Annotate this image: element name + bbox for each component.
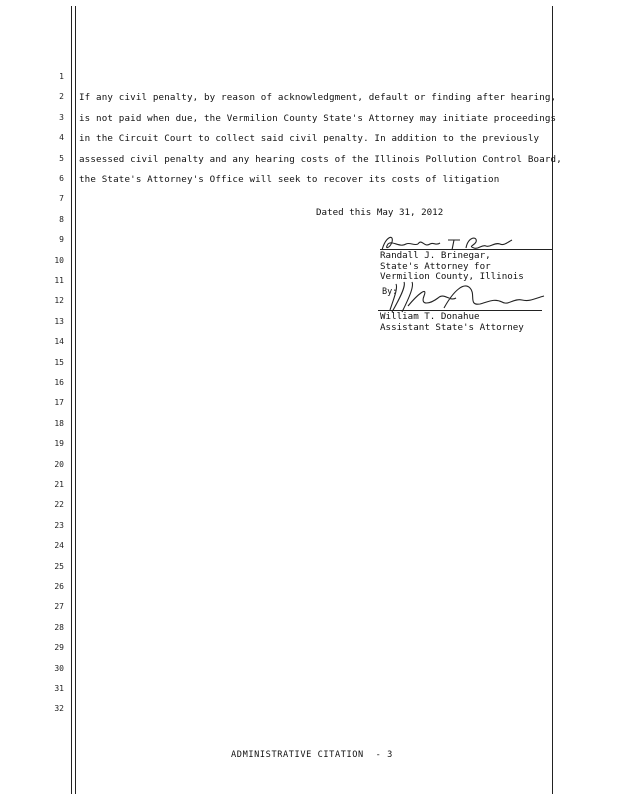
line-number: 2 — [59, 92, 64, 102]
line-number: 31 — [54, 684, 64, 693]
line-number: 18 — [54, 418, 64, 428]
line-number: 7 — [59, 194, 64, 204]
line-number: 30 — [54, 663, 64, 673]
body-line: If any civil penalty, by reason of acknowledgment, default or finding after hearing, — [79, 92, 557, 103]
line-number: 8 — [59, 214, 64, 224]
line-number: 1 — [59, 72, 64, 81]
left-margin-rule — [71, 6, 72, 794]
signatory-1-county: Vermilion County, Illinois — [380, 271, 524, 282]
line-number: 24 — [54, 541, 64, 551]
line-number: 6 — [59, 174, 64, 183]
line-number: 14 — [54, 337, 64, 347]
body-line: assessed civil penalty and any hearing costs of the Illinois Pollution Control Board, — [79, 154, 562, 165]
line-number: 15 — [54, 357, 64, 367]
signatory-1-name: Randall J. Brinegar, — [380, 250, 491, 261]
line-number: 25 — [54, 561, 64, 571]
line-number: 23 — [54, 520, 64, 530]
line-number: 11 — [54, 276, 64, 285]
body-line: the State's Attorney's Office will seek to recover its costs of litigation — [79, 174, 500, 185]
dated-line: Dated this May 31, 2012 — [316, 207, 444, 218]
signatory-2-title: Assistant State's Attorney — [380, 321, 524, 333]
page-footer — [0, 750, 624, 760]
line-number: 10 — [54, 255, 64, 265]
line-number: 27 — [54, 602, 64, 612]
signatory-2-block — [380, 312, 552, 333]
left-margin-rule-inner — [75, 6, 76, 794]
line-number: 26 — [54, 582, 64, 591]
body-line: in the Circuit Court to collect said civil penalty. In addition to the previously — [79, 133, 540, 144]
line-number: 13 — [54, 316, 64, 326]
line-number: 32 — [54, 704, 64, 714]
footer-page-number: - 3 — [375, 750, 393, 760]
line-number: 12 — [54, 296, 64, 306]
line-number: 20 — [54, 459, 64, 469]
line-number: 21 — [54, 480, 64, 489]
line-number: 29 — [54, 643, 64, 653]
line-number: 4 — [59, 133, 64, 143]
footer-title: ADMINISTRATIVE CITATION — [231, 750, 364, 760]
right-margin-rule — [552, 6, 553, 794]
by-label: By: — [382, 287, 398, 297]
signatory-1-title: State's Attorney for — [380, 260, 491, 272]
line-number: 19 — [54, 439, 64, 449]
body-line: is not paid when due, the Vermilion County State's Attorney may initiate proceedings — [79, 113, 557, 124]
line-number: 17 — [54, 398, 64, 408]
line-number: 28 — [54, 622, 64, 632]
line-number: 9 — [59, 235, 64, 245]
line-number: 22 — [54, 500, 64, 510]
line-number: 3 — [59, 112, 64, 122]
signatory-2-name: William T. Donahue — [380, 311, 480, 322]
line-number: 16 — [54, 378, 64, 387]
line-number: 5 — [59, 153, 64, 163]
